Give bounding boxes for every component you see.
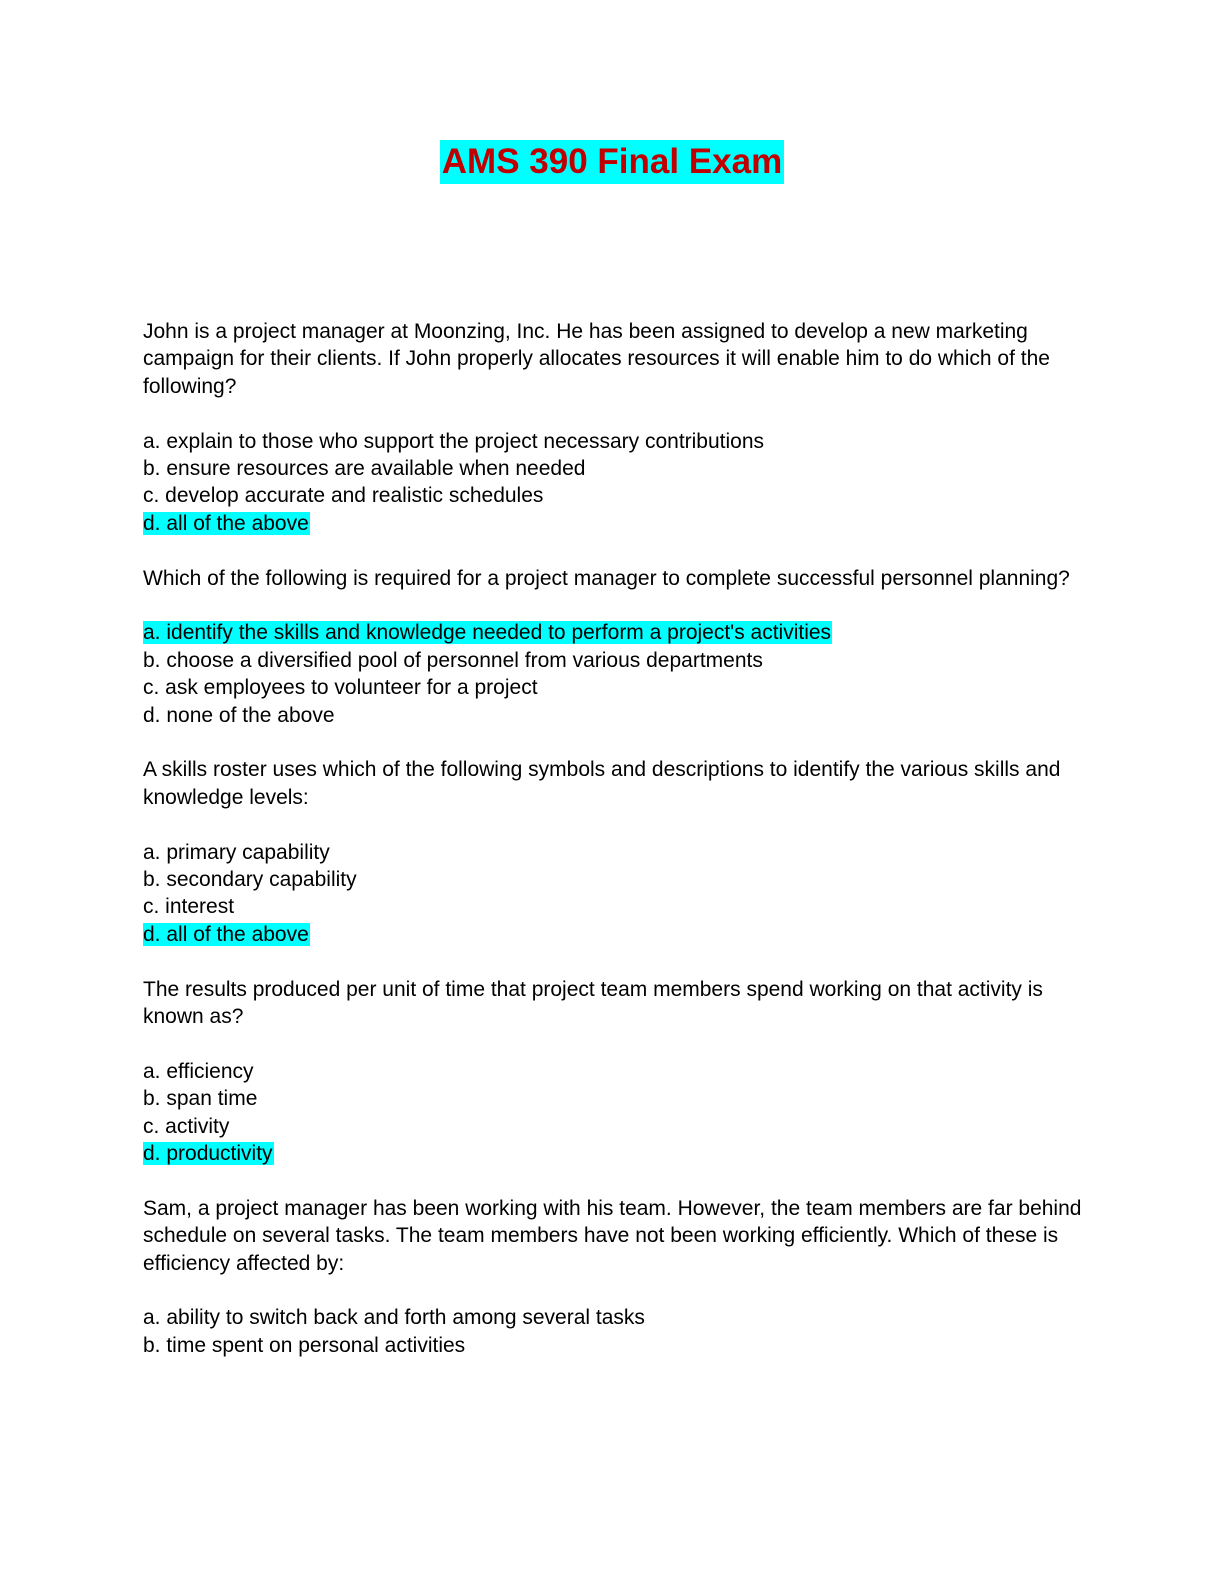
answer-option-highlighted: [143, 619, 1083, 646]
answer-option-text: c. ask employees to volunteer for a project: [143, 676, 538, 700]
answer-option-text: d. none of the above: [143, 703, 335, 727]
answer-option-text: a. ability to switch back and forth among several tasks: [143, 1306, 645, 1330]
question-block: [143, 756, 1083, 948]
question-block: [143, 565, 1083, 729]
question-text: Sam, a project manager has been working with his team. However, the team members are far behind schedule on several tasks. The team members have not been working efficiently. Which of these is efficiency affected by:: [143, 1196, 1082, 1275]
answer-option-text: a. identify the skills and knowledge needed to perform a project's activities: [143, 621, 832, 645]
answer-option: [143, 455, 1083, 482]
answer-option: [143, 1113, 1083, 1140]
answer-option-text: d. productivity: [143, 1142, 273, 1166]
answer-options: [143, 1058, 1083, 1168]
answer-option-text: a. primary capability: [143, 840, 330, 864]
question-block: [143, 318, 1083, 537]
answer-option-text: b. ensure resources are available when needed: [143, 457, 586, 481]
answer-option: [143, 674, 1083, 701]
question-text: A skills roster uses which of the following symbols and descriptions to identify the various skills and knowledge levels:: [143, 758, 1061, 809]
answer-option-text: a. explain to those who support the project necessary contributions: [143, 429, 765, 453]
answer-option-highlighted: [143, 921, 1083, 948]
question-block: [143, 976, 1083, 1168]
questions-container: [143, 318, 1083, 1387]
answer-option-text: b. choose a diversified pool of personnel from various departments: [143, 648, 763, 672]
answer-option-text: c. interest: [143, 895, 235, 919]
answer-option: [143, 647, 1083, 674]
question-text: The results produced per unit of time that project team members spend working on that activity is known as?: [143, 977, 1043, 1029]
answer-option-highlighted: [143, 510, 1083, 537]
answer-options: [143, 1304, 1083, 1359]
answer-option-text: b. secondary capability: [143, 868, 357, 892]
answer-option: [143, 702, 1083, 729]
title-container: [0, 140, 1224, 184]
answer-option: [143, 866, 1083, 893]
question-block: [143, 1195, 1083, 1359]
answer-options: [143, 619, 1083, 729]
answer-option: [143, 482, 1083, 509]
answer-option: [143, 1058, 1083, 1085]
answer-option-text: b. span time: [143, 1087, 258, 1111]
question-text: John is a project manager at Moonzing, Inc. He has been assigned to develop a new marketing campaign for their clients. If John properly allocates resources it will enable him to do which of the following?: [143, 320, 1050, 398]
answer-option-text: d. all of the above: [143, 511, 309, 535]
answer-option: [143, 1085, 1083, 1112]
answer-option: [143, 893, 1083, 920]
answer-option-text: d. all of the above: [143, 922, 309, 946]
document-title: AMS 390 Final Exam: [440, 140, 784, 184]
answer-option-text: a. efficiency: [143, 1059, 254, 1083]
answer-option: [143, 1332, 1083, 1359]
answer-option-text: c. develop accurate and realistic schedules: [143, 484, 544, 508]
answer-option: [143, 1304, 1083, 1331]
answer-option-text: b. time spent on personal activities: [143, 1333, 466, 1357]
question-text: Which of the following is required for a project manager to complete successful personnel planning?: [143, 566, 1070, 590]
answer-options: [143, 839, 1083, 949]
answer-option-highlighted: [143, 1140, 1083, 1167]
answer-option: [143, 428, 1083, 455]
answer-options: [143, 428, 1083, 538]
answer-option: [143, 839, 1083, 866]
answer-option-text: c. activity: [143, 1114, 230, 1138]
